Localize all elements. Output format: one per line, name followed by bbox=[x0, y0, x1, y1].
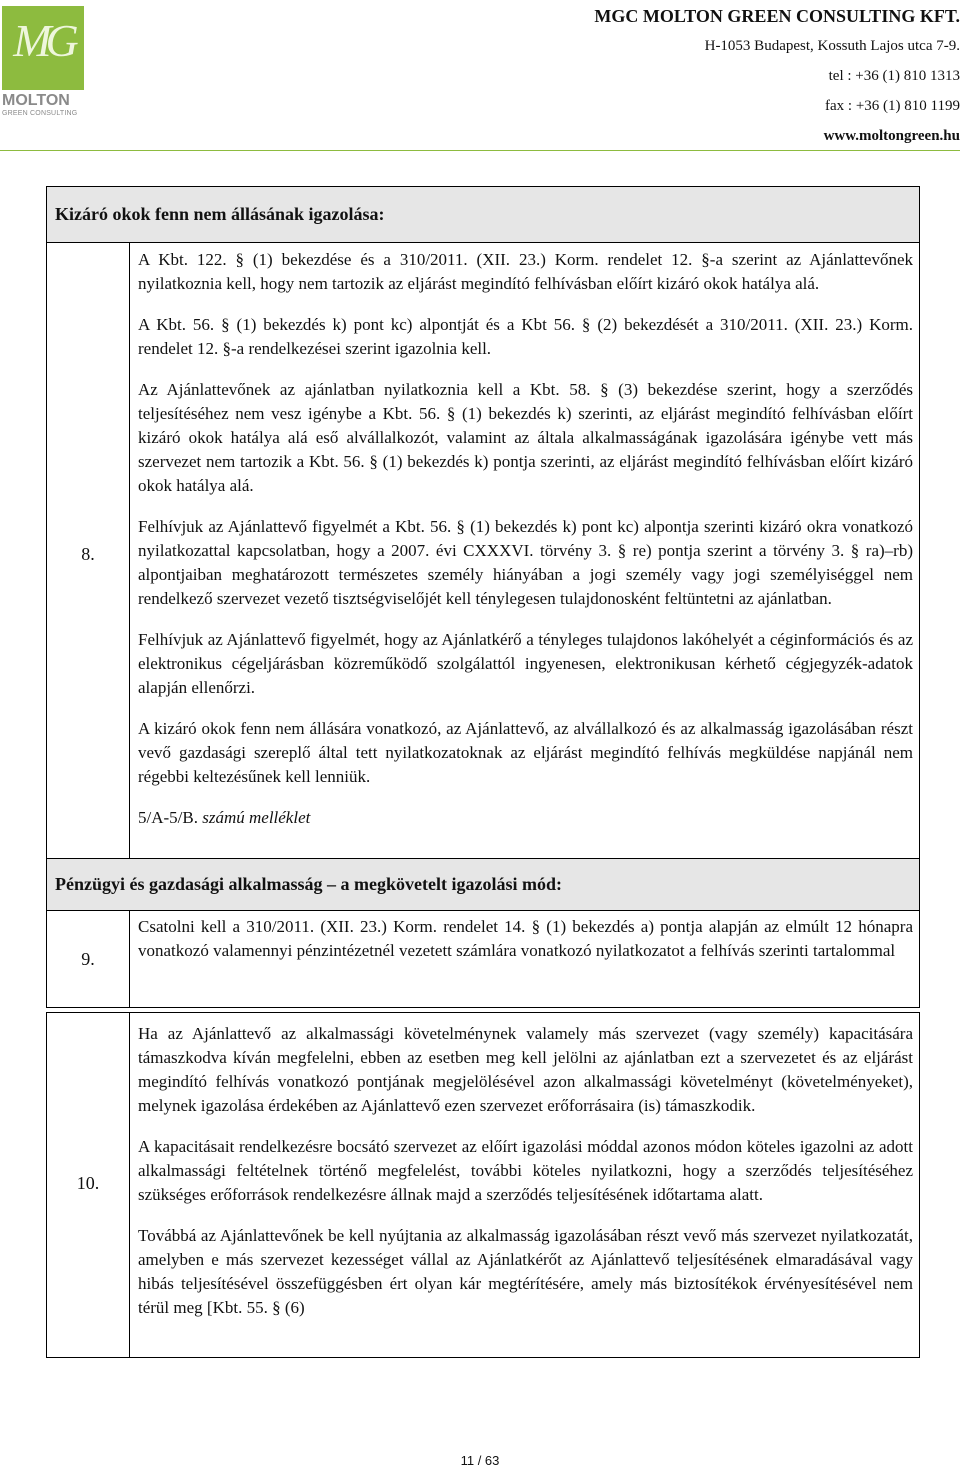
paragraph: Csatolni kell a 310/2011. (XII. 23.) Korm. rendelet 14. § (1) bekezdés a) pontja alapján az elmúlt 12 hónapra vonatkozó valamennyi pénzintézetnél vezetett számlára vonatkozó nyilatkozatot a felhívás szerinti tartalommal bbox=[138, 917, 913, 960]
paragraph: A Kbt. 56. § (1) bekezdés k) pont kc) alpontját és a Kbt 56. § (2) bekezdését a 310/2011. (XII. 23.) Korm. rendelet 12. §-a rendelkezései szerint igazolnia kell. bbox=[138, 315, 913, 358]
logo-mark bbox=[2, 6, 84, 90]
company-name: MGC MOLTON GREEN CONSULTING KFT. bbox=[594, 6, 960, 26]
paragraph: Továbbá az Ajánlattevőnek be kell nyújtania az alkalmasság igazolásában részt vevő más szervezet nyilatkozatát, amelyben e más szervezet kezességet vállal az Ajánlatkérőt az Ajánlattevő teljesítésének elmaradásával vagy hibás teljesítésével összefüggésben ért olyan kár megtérítésére, amely más biztosítékok érvényesítésével nem térül meg [Kbt. 55. § (6) bbox=[138, 1226, 913, 1317]
header-divider bbox=[0, 150, 960, 151]
capacity-content bbox=[138, 1022, 913, 1320]
company-info bbox=[594, 4, 960, 154]
logo-subtext: GREEN CONSULTING bbox=[2, 110, 78, 117]
company-website: www.moltongreen.hu bbox=[823, 128, 960, 144]
capacity-table bbox=[46, 1012, 920, 1358]
row-number: 10. bbox=[76, 1173, 100, 1193]
column-divider bbox=[129, 1013, 130, 1357]
financial-table bbox=[46, 858, 920, 1008]
column-divider bbox=[129, 911, 130, 1007]
annex-label: számú melléklet bbox=[202, 808, 311, 827]
company-address: H-1053 Budapest, Kossuth Lajos utca 7-9. bbox=[704, 38, 960, 54]
annex-prefix: 5/A-5/B. bbox=[138, 808, 198, 827]
exclusion-content bbox=[138, 248, 913, 830]
paragraph: A kizáró okok fenn nem állására vonatkozó, az Ajánlattevő, az alvállalkozó és az alkalmasság igazolásában részt vevő gazdasági szereplő által tett nyilatkozatoknak az eljárást megindító felhívás megküldése napjánál nem régebbi keltezésűnek kell lenniük. bbox=[138, 719, 913, 786]
column-divider bbox=[129, 243, 130, 858]
paragraph: Ha az Ajánlattevő az alkalmassági követelménynek valamely más szervezet (vagy személy) kapacitására támaszkodva kíván megfelelni, ebben az esetben meg kell jelölni az ajánlatban ezt a szervezetet és az eljárást megindító felhívás vonatkozó pontjának megjelölésével azon alkalmassági követelményt (követelményeket), melynek igazolása érdekében az Ajánlattevő ezen szervezet erőforrásaira (is) támaszkodik. bbox=[138, 1024, 913, 1115]
company-tel: tel : +36 (1) 810 1313 bbox=[828, 68, 960, 84]
paragraph: Felhívjuk az Ajánlattevő figyelmét a Kbt. 56. § (1) bekezdés k) pont kc) alpontja szerinti kizáró okra vonatkozó nyilatkozattal kapcsolatban, hogy a 2007. évi CXXXVI. törvény 3. § re) pontja szerint a törvény 3. § ra)–rb) alpontjaiban meghatározott természetes személy hiányában a jogi személy vagy jogi személyiséggel nem rendelkező szervezet vezető tisztségviselőjét kell ténylegesen tulajdonosként feltüntetni az ajánlatban. bbox=[138, 517, 913, 608]
logo-text: MOLTON bbox=[2, 92, 70, 109]
paragraph: A kapacitásait rendelkezésre bocsátó szervezet az előírt igazolási móddal azonos módon köteles igazolni az adott alkalmassági feltételnek történő megfelelést, további köteles nyilatkozni, hogy a szerződés teljesítéséhez szükséges erőforrások rendelkezésre állnak majd a szerződés teljesítésének időtartama alatt. bbox=[138, 1137, 913, 1204]
logo-monogram-icon: MG bbox=[13, 15, 73, 66]
annex-reference bbox=[138, 806, 913, 830]
paragraph: Az Ajánlattevőnek az ajánlatban nyilatkoznia kell a Kbt. 58. § (3) bekezdése szerint, hogy a szerződés teljesítéséhez nem vesz igénybe a Kbt. 56. § (1) bekezdés k) szerinti, az eljárást megindító felhívásban előírt kizáró okok hatálya alá eső alvállalkozót, valamint az általa alkalmasságának igazolására igénybe vett más szervezet nem tartozik a Kbt. 56. § (1) bekezdés k) pontja szerinti, az eljárást megindító felhívásban előírt kizáró okok hatálya alá. bbox=[138, 380, 913, 495]
paragraph: A Kbt. 122. § (1) bekezdése és a 310/2011. (XII. 23.) Korm. rendelet 12. §-a szerint az Ajánlattevőnek nyilatkoznia kell, hogy nem tartozik az eljárást megindító felhívásban előírt kizáró okok hatálya alá. bbox=[138, 250, 913, 293]
company-fax: fax : +36 (1) 810 1199 bbox=[825, 98, 960, 114]
financial-heading: Pénzügyi és gazdasági alkalmasság – a megkövetelt igazolási mód: bbox=[47, 859, 919, 911]
company-logo bbox=[0, 4, 88, 116]
page-number: 11 / 63 bbox=[460, 1453, 500, 1468]
row-number: 8. bbox=[81, 544, 95, 564]
paragraph: Felhívjuk az Ajánlattevő figyelmét, hogy az Ajánlatkérő a tényleges tulajdonos lakóhelyét a céginformációs és az elektronikus cégeljárásban közreműködő szolgálattól ingyenesen, elektronikusan kérhető cégjegyzék-adatok alapján ellenőrzi. bbox=[138, 630, 913, 697]
exclusion-heading: Kizáró okok fenn nem állásának igazolása: bbox=[47, 187, 919, 243]
exclusion-table bbox=[46, 186, 920, 859]
row-number: 9. bbox=[81, 949, 95, 969]
financial-content bbox=[138, 915, 913, 963]
